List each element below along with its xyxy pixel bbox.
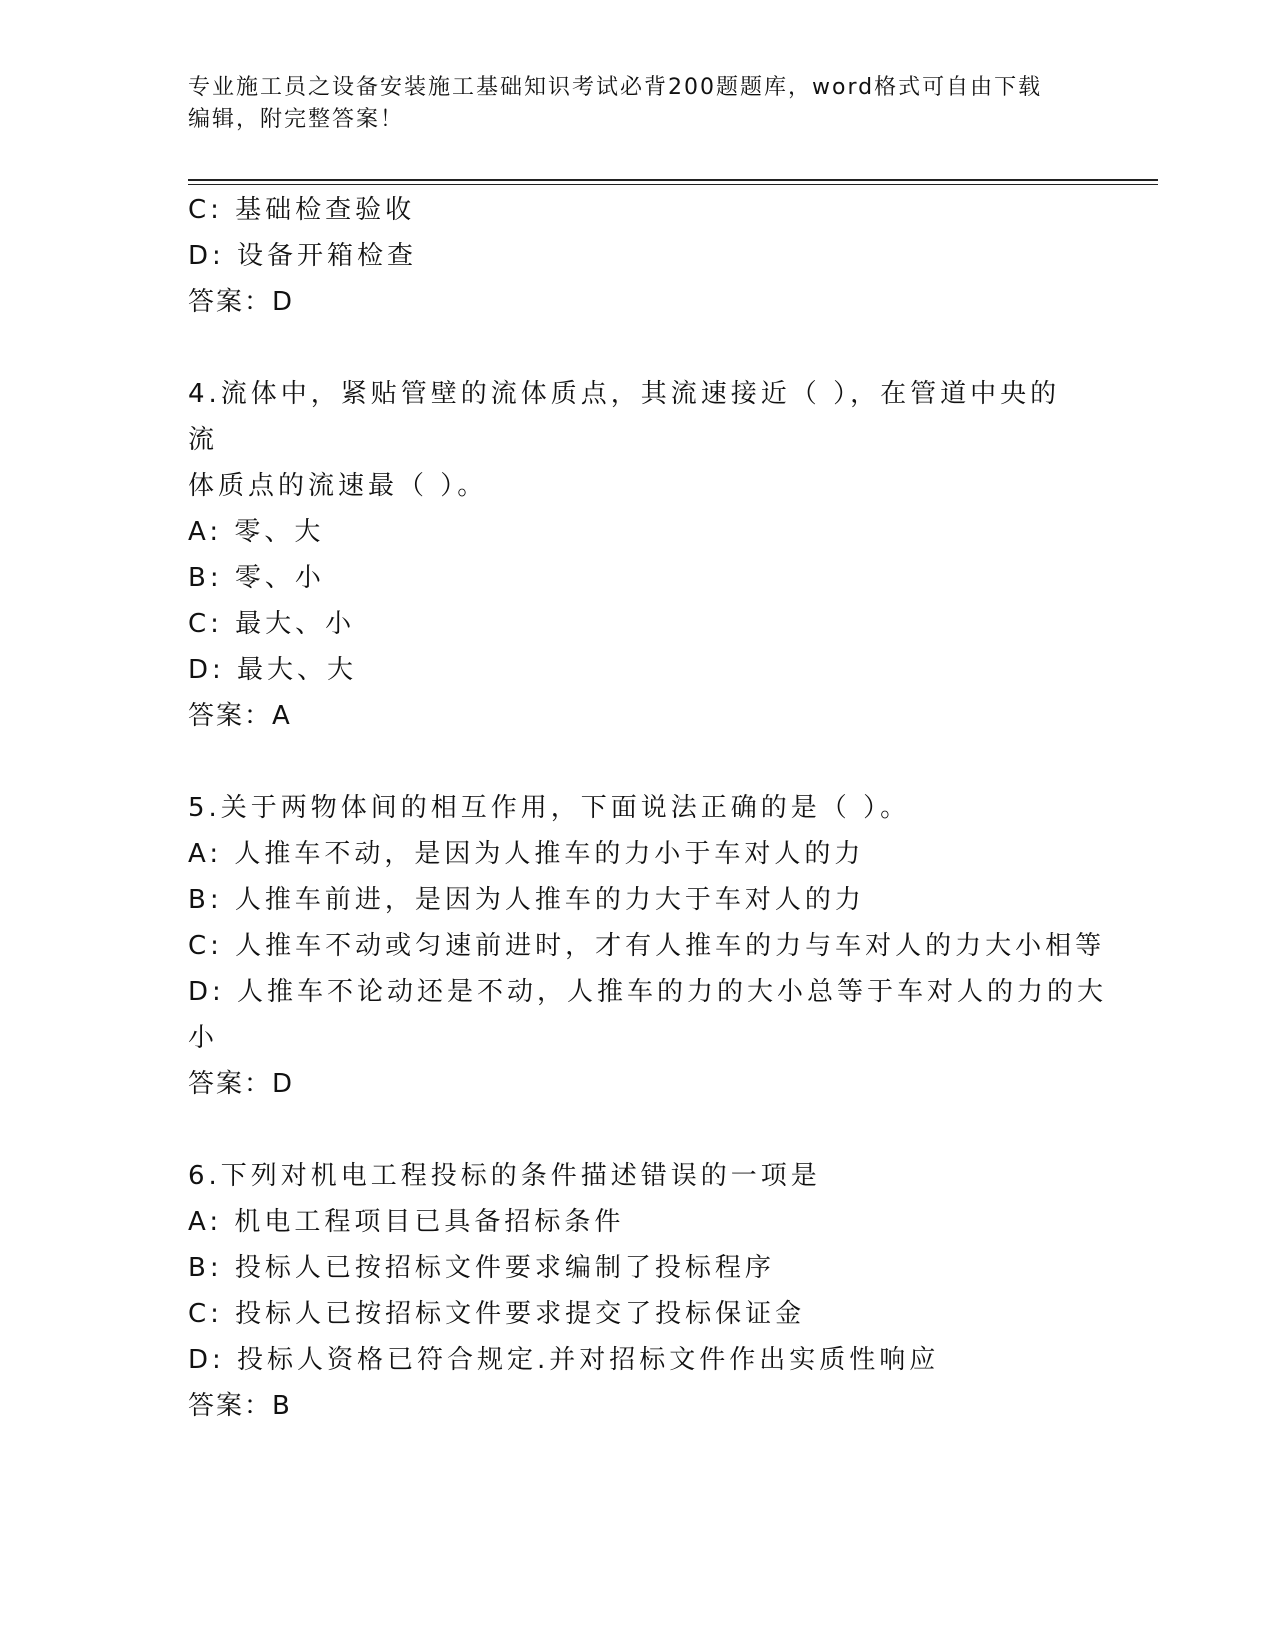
question-stem-continued: 体质点的流速最（ ）。 <box>188 471 488 501</box>
header-divider-thin <box>188 184 1158 185</box>
answer-line: 答案：B <box>188 1391 292 1421</box>
option-d: D: 投标人资格已符合规定.并对招标文件作出实质性响应 <box>188 1345 940 1375</box>
question-3-continued <box>188 187 1088 325</box>
header-title-line1: 专业施工员之设备安装施工基础知识考试必背200题题库，word格式可自由下载 <box>188 75 1043 100</box>
answer-line: 答案：D <box>188 287 295 317</box>
option-b: B: 投标人已按招标文件要求编制了投标程序 <box>188 1253 775 1283</box>
spacer <box>188 325 1088 371</box>
option-d: D: 人推车不论动还是不动，人推车的力的大小总等于车对人的力的大 <box>188 977 1108 1007</box>
spacer <box>188 739 1088 785</box>
option-a: A: 机电工程项目已具备招标条件 <box>188 1207 625 1237</box>
question-4 <box>188 371 1088 739</box>
option-a: A: 人推车不动，是因为人推车的力小于车对人的力 <box>188 839 865 869</box>
question-stem: 4.流体中，紧贴管壁的流体质点，其流速接近（ ），在管道中央的流 <box>188 379 1061 455</box>
option-d: D: 设备开箱检查 <box>188 241 418 271</box>
option-d-wrap: 小 <box>188 1023 219 1053</box>
option-b: B: 零、小 <box>188 563 325 593</box>
option-d: D: 最大、大 <box>188 655 358 685</box>
question-stem: 5.关于两物体间的相互作用，下面说法正确的是（ ）。 <box>188 793 911 823</box>
option-c: C: 人推车不动或匀速前进时，才有人推车的力与车对人的力大小相等 <box>188 931 1106 961</box>
question-6 <box>188 1153 1088 1429</box>
spacer <box>188 1107 1088 1153</box>
question-5 <box>188 785 1108 1107</box>
question-stem: 6.下列对机电工程投标的条件描述错误的一项是 <box>188 1161 821 1191</box>
option-c: C: 投标人已按招标文件要求提交了投标保证金 <box>188 1299 806 1329</box>
document-header <box>188 72 1068 136</box>
document-body <box>188 187 1108 1429</box>
option-a: A: 零、大 <box>188 517 325 547</box>
answer-line: 答案：A <box>188 701 292 731</box>
option-c: C: 基础检查验收 <box>188 195 416 225</box>
answer-line: 答案：D <box>188 1069 295 1099</box>
option-c: C: 最大、小 <box>188 609 356 639</box>
header-title-line2: 编辑，附完整答案！ <box>188 107 405 132</box>
header-divider-thick <box>188 179 1158 181</box>
option-b: B: 人推车前进，是因为人推车的力大于车对人的力 <box>188 885 865 915</box>
